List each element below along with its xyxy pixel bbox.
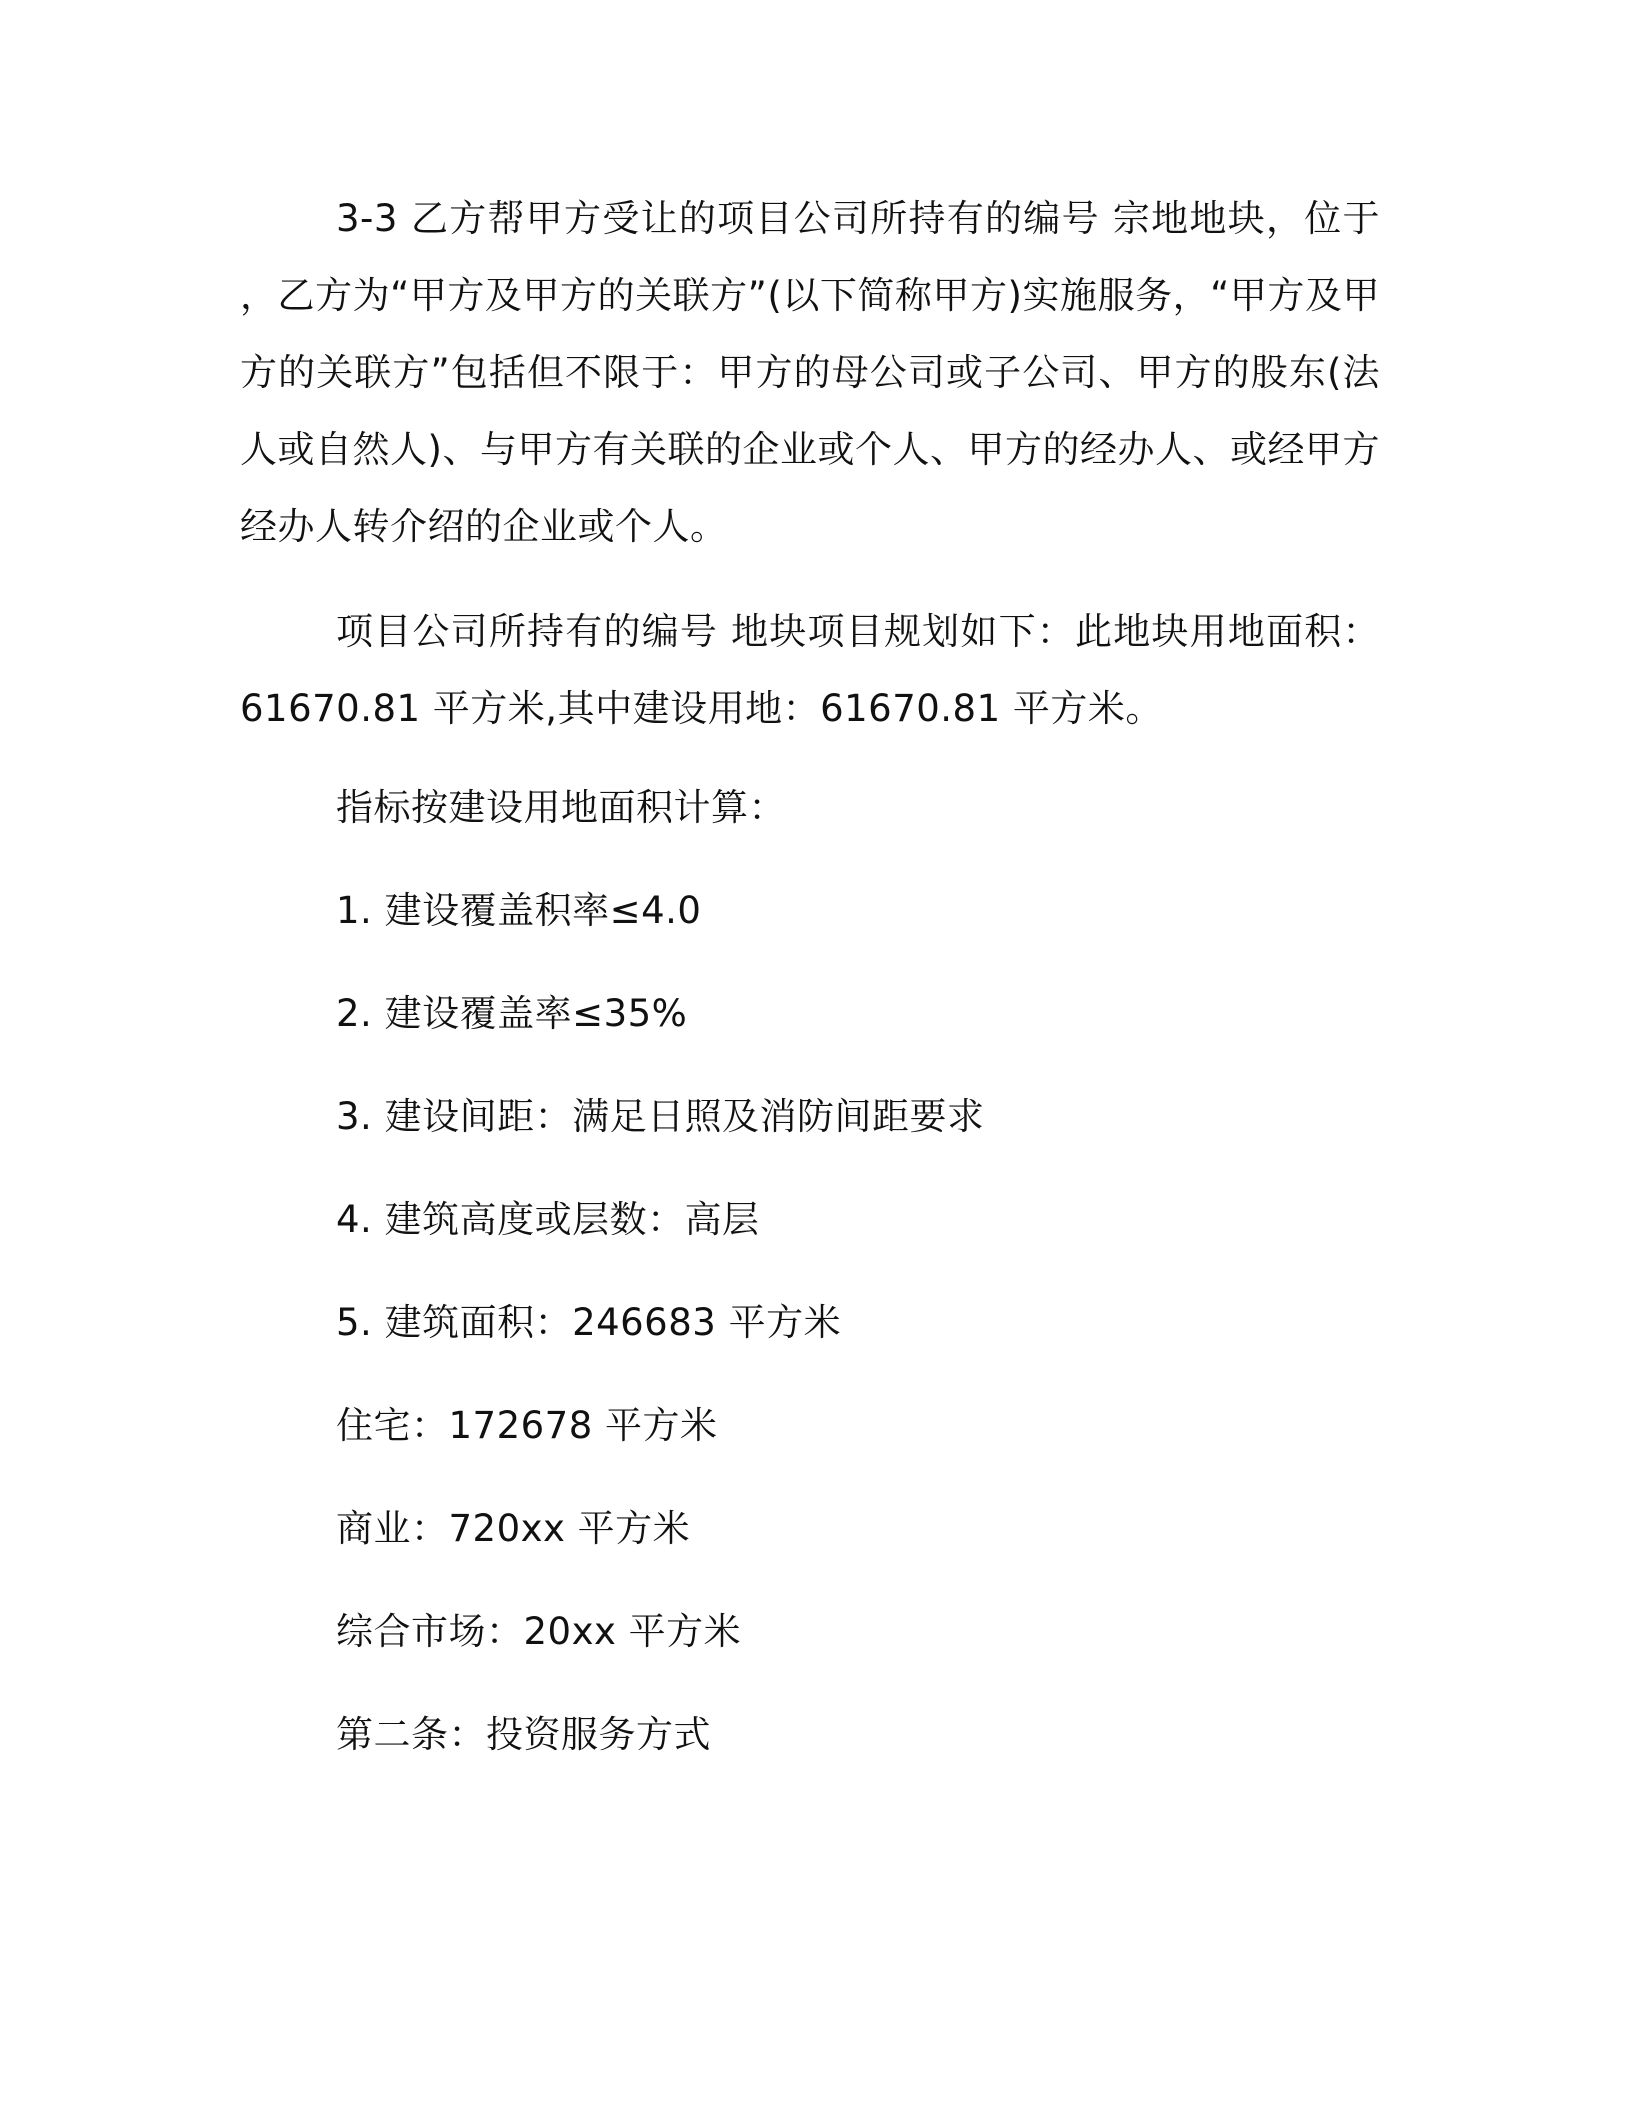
article-2-heading: 第二条：投资服务方式 — [336, 1713, 711, 1756]
market-area-line: 综合市场：20xx 平方米 — [336, 1610, 742, 1653]
indicator-item-1: 1. 建设覆盖积率≤4.0 — [336, 889, 702, 932]
indicator-item-3: 3. 建设间距：满足日照及消防间距要求 — [336, 1095, 985, 1138]
indicator-intro-line: 指标按建设用地面积计算： — [336, 786, 786, 829]
clause-3-3-paragraph: 3-3 乙方帮甲方受让的项目公司所持有的编号 宗地地块，位于 ，乙方为“甲方及甲方的关联方”(以下简称甲方)实施服务，“甲方及甲方的关联方”包括但不限于：甲方的母公司或子公司、甲方的股东(法人或自然人)、与甲方有关联的企业或个人、甲方的经办人、或经甲方经办人转介绍的企业或个人。 — [240, 197, 1380, 548]
indicator-item-2: 2. 建设覆盖率≤35% — [336, 992, 688, 1035]
land-plan-paragraph: 项目公司所持有的编号 地块项目规划如下：此地块用地面积：61670.81 平方米,其中建设用地：61670.81 平方米。 — [240, 610, 1380, 730]
commercial-area-line: 商业：720xx 平方米 — [336, 1507, 691, 1550]
residential-area-line: 住宅：172678 平方米 — [336, 1404, 718, 1447]
indicator-item-4: 4. 建筑高度或层数：高层 — [336, 1198, 760, 1241]
indicator-item-5: 5. 建筑面积：246683 平方米 — [336, 1301, 842, 1344]
